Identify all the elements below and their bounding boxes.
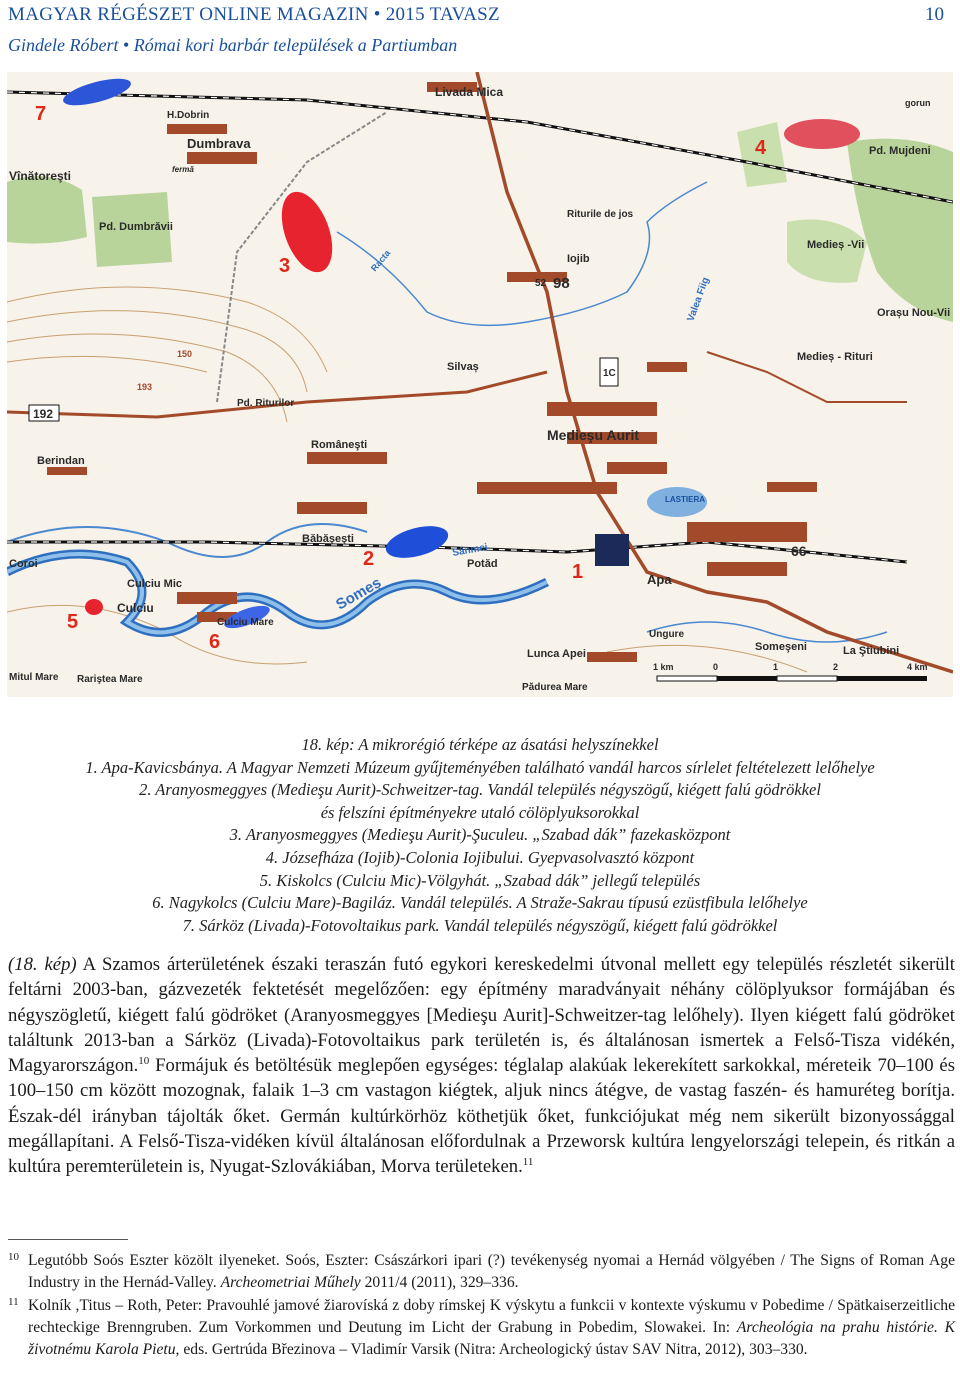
place-label: Silvaș (447, 361, 479, 373)
road-number: 52 (535, 278, 547, 289)
road-number: 192 (33, 407, 54, 421)
settlement (707, 562, 787, 576)
footnote-text: Legutóbb Soós Eszter közölt ilyeneket. Soós, Eszter: Császárkori ipari (?) tevékenység nyomai a Hernád völgyében / The Signs of Roman Age Industry in the Hernád-Valley. (28, 1252, 955, 1291)
place-label: Coroi (9, 558, 38, 570)
place-label: Pădurea Mare (522, 682, 588, 693)
stream-label: Valea Fiig (685, 275, 712, 324)
road-number: 193 (137, 382, 153, 392)
place-label: Livada Mica (435, 85, 504, 99)
place-label: Dumbrava (187, 136, 251, 151)
settlement (607, 462, 667, 474)
caption-item: 5. Kiskolcs (Culciu Mic)-Völgyhát. „Szabad dák” jellegű település (259, 870, 701, 890)
lake-label: LASTIERA (665, 495, 705, 504)
page-header (8, 2, 948, 62)
road-number: 66 (791, 543, 807, 559)
scale-segment (717, 676, 777, 681)
caption-item: 6. Nagykolcs (Culciu Mare)-Bagiláz. Vandál település. A Straže-Sakrau típusú ezüstfibula lelőhelye (152, 893, 808, 913)
topographic-map (7, 72, 953, 697)
place-label: La Ştiubini (843, 645, 900, 657)
place-label: Culciu Mare (217, 617, 274, 628)
settlement (547, 402, 657, 416)
place-label: Culciu Mic (127, 578, 183, 590)
caption-item: 4. Józsefháza (Iojib)-Colonia Iojibului. Gyepvasolvasztó központ (265, 847, 695, 867)
place-label: Pd. Mujdeni (869, 145, 931, 157)
author: Gindele Róbert (8, 35, 119, 55)
settlement (587, 652, 637, 662)
caption-item: 2. Aranyosmeggyes (Medieşu Aurit)-Schweitzer-tag. Vandál település négyszögű, kiégett falú gödrökkel (139, 780, 821, 800)
place-label: Mitul Mare (9, 672, 59, 683)
site-number-7: 7 (35, 103, 47, 125)
settlement (307, 452, 387, 464)
body-paragraph (8, 952, 955, 1180)
scale-label: 0 (713, 662, 719, 672)
place-label: fermă (172, 165, 194, 174)
scale-label: 1 km (653, 662, 674, 672)
site-number-4: 4 (755, 137, 767, 159)
place-label: Vînătoreşti (9, 169, 72, 183)
caption-title: 18. kép: A mikrorégió térképe az ásatási helyszínekkel (301, 735, 659, 754)
road-number: 150 (177, 349, 193, 359)
settlement (297, 502, 367, 514)
footnote-divider (8, 1239, 128, 1240)
stream-label: Sânmei (451, 541, 489, 559)
scale-segment (777, 676, 837, 681)
scale-label: 2 (833, 662, 839, 672)
site-number-1: 1 (572, 561, 584, 583)
place-label: Rariştea Mare (77, 674, 143, 685)
separator: • (122, 35, 130, 55)
place-label: Lunca Apei (527, 648, 586, 660)
scale-segment (837, 676, 927, 681)
settlement (687, 522, 807, 542)
settlement (647, 362, 687, 372)
place-label: Iojib (567, 253, 590, 265)
site-number-3: 3 (279, 255, 291, 277)
magazine-title: MAGYAR RÉGÉSZET ONLINE MAGAZIN • 2015 TAVASZ (8, 4, 500, 25)
article-byline (8, 35, 457, 56)
place-label: Berindan (37, 455, 85, 467)
footnote-number: 10 (8, 1251, 19, 1263)
body-text: Formájuk és betöltésük meglepően egységes: téglalap alakúak lekerekített sarkokkal, méreteik 70–100 és 100–150 cm között mozognak, falaik 1–3 cm vastagon kiégtek, aljuk nincs átégve, de vastag faszén- és hamuréteg borítja. Észak-dél irányban tájolták őket. Germán kultúrkörhöz köthetjük őket, funkciójukat még nem sikerült bizonyossággal megállapítani. A Felső-Tisza-vidéken kívül általánosan előfordulnak a Przeworsk kultúra lengyelországi telepein, és ritkán a kultúra peremterületein is, Nyugat-Szlovákiában, Morva területeken. (8, 1055, 955, 1178)
footnote-ref[interactable]: 10 (138, 1055, 150, 1068)
map-figure (7, 72, 953, 697)
place-label: Apa (647, 572, 672, 587)
settlement (177, 592, 237, 604)
place-label: Potăd (467, 558, 498, 570)
place-label: Ungure (649, 629, 684, 640)
footnote-11 (8, 1295, 955, 1361)
caption-item: és felszíni építményekre utaló cölöplyuksorokkal (320, 802, 640, 822)
settlement (477, 482, 617, 494)
place-label: Culciu (117, 601, 154, 615)
caption-item: 1. Apa-Kavicsbánya. A Magyar Nemzeti Múzeum gyűjteményében található vandál harcos sírlelet feltételezett lelőhelye (85, 757, 875, 777)
site-5-area (85, 599, 103, 615)
footnote-10 (8, 1250, 955, 1294)
site-4-area (784, 119, 860, 149)
road-number: 1C (603, 368, 616, 379)
place-label: Pd. Dumbrăvii (99, 221, 173, 233)
settlement (187, 152, 257, 164)
place-label: Medieș -Vii (807, 239, 865, 251)
page-number: 10 (925, 4, 944, 25)
site-number-5: 5 (67, 611, 79, 633)
caption-item: 3. Aranyosmeggyes (Medieşu Aurit)-Şuculeu. „Szabad dák” fazekasközpont (229, 825, 731, 845)
place-label: Pd. Riturilor (237, 398, 295, 409)
site-number-6: 6 (209, 631, 221, 653)
place-label: Someşeni (755, 641, 807, 653)
figure-caption (0, 734, 960, 937)
place-label: Româneşti (311, 439, 368, 451)
stream-label: Racta (368, 248, 393, 274)
place-label: Orașu Nou-Vii (877, 307, 951, 319)
footnote-ref[interactable]: 11 (522, 1156, 534, 1169)
place-label: gorun (905, 98, 931, 108)
place-label: Riturile de jos (567, 209, 634, 220)
place-label: H.Dobrin (167, 110, 210, 121)
place-label: Medieşu Aurit (547, 427, 640, 443)
footnote-text: Kolník ,Titus – Roth, Peter: Pravouhlé jamové žiarovíská z doby rímskej K výskytu a funkcii v kontexte výskumu v Pobedime / Spätkaiserzeitliche rechteckige Brenngruben. Zum Vorkommen und Deutung im Licht der Grabung in Pobedim, Slowakei. In: (28, 1297, 955, 1336)
article-title: Római kori barbár települések a Partiumban (133, 35, 458, 55)
caption-item: 7. Sárköz (Livada)-Fotovoltaikus park. Vandál település négyszögű, kiégett falú gödrökkel (182, 915, 778, 935)
site-number-2: 2 (363, 548, 375, 570)
footnote-number: 11 (8, 1296, 19, 1308)
journal-title: Archeológia na prahu histórie. K životnému Karola Pietu, (28, 1319, 955, 1358)
settlement (167, 124, 227, 134)
settlement (47, 467, 87, 475)
footnote-text: eds. Gertrúda Březinova – Vladimír Varsik (Nitra: Archeologický ústav SAV Nitra, 2012), 303–330. (179, 1341, 808, 1358)
scale-label: 1 (773, 662, 779, 672)
settlement (767, 482, 817, 492)
body-text: A Szamos árterületének északi teraszán futó egykori kereskedelmi útvonal mellett egy település részletét sikerült feltárni 2003-ban, gázvezeték fektetését megelőzően: egy építmény maradványait néhány cölöplyuksor formájában és négyszögletű, kiégett falú gödröket (Aranyosmeggyes [Medieşu Aurit]-Schweitzer-tag lelőhely). Ilyen kiégett falú gödröket találtunk 2013-ban a Sárköz (Livada)-Fotovoltaikus park területén is, és általánosan ismertek a Felső-Tisza vidékén, Magyarországon. (8, 954, 956, 1077)
scale-segment (657, 676, 717, 681)
journal-title: Archeometriai Műhely (220, 1274, 361, 1291)
place-label: Băbăşeşti (302, 533, 354, 545)
place-label: Medieș - Rituri (797, 351, 873, 363)
footnote-text: 2011/4 (2011), 329–336. (360, 1274, 519, 1291)
river-label: Someș (333, 574, 385, 614)
site-1-area (595, 534, 629, 566)
figure-reference: (18. kép) (8, 954, 77, 975)
scale-label: 4 km (907, 662, 928, 672)
road-number: 98 (553, 275, 570, 292)
forest-patch (7, 176, 87, 244)
